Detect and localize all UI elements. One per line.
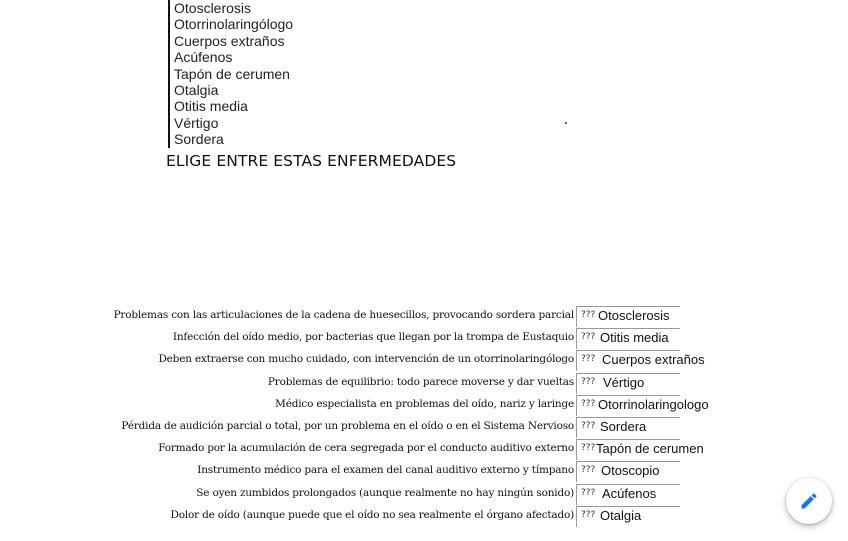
answer-prefix: ??? [581,332,596,343]
word-list-item: Acúfenos [174,49,233,66]
edit-fab-button[interactable] [786,478,832,524]
answer-value[interactable]: Vértigo [603,374,645,390]
exercise-row [0,328,848,350]
word-list-item: Cuerpos extraños [174,32,285,49]
answer-value[interactable]: Otorrinolaringologo [598,396,709,412]
answer-value[interactable]: Cuerpos extraños [602,352,705,368]
exercise-row [0,506,848,528]
exercise-row [0,350,848,372]
clue-text: Infección del oído medio, por bacterias que llegan por la trompa de Eustaquio [172,331,574,344]
answer-prefix: ??? [581,310,596,320]
exercise-row [0,417,848,439]
clue-text: Se oyen zumbidos prolongados (aunque realmente no hay ningún sonido) [196,486,574,499]
word-list-item: Tapón de cerumen [174,65,290,82]
pencil-icon [799,491,819,511]
matching-exercise [0,306,848,528]
answer-prefix: ??? [581,398,596,409]
cut-off-next-row [228,530,428,541]
word-list-item: Otitis media [174,98,248,115]
answer-value[interactable]: Acúfenos [602,485,657,501]
clue-text: Problemas de equilibrio: todo parece moverse y dar vueltas [267,375,574,388]
answer-prefix: ??? [581,509,596,520]
exercise-row [0,484,848,506]
clue-text: Instrumento médico para el examen del canal auditivo externo y tímpano [197,464,574,477]
exercise-row [0,306,848,328]
clue-text: Dolor de oído (aunque puede que el oído no sea realmente el órgano afectado) [170,508,574,521]
word-list-item: Sordera [174,131,224,148]
answer-prefix: ??? [581,376,596,387]
stray-dot [565,122,567,124]
exercise-row [0,461,848,483]
answer-prefix: ??? [581,465,596,476]
word-list-item: Vértigo [174,114,219,131]
answer-value[interactable]: Sordera [600,418,647,434]
page-heading: ELIGE ENTRE ESTAS ENFERMEDADES [166,152,457,170]
word-list-item: Otorrinolaringólogo [174,16,294,33]
clue-text: Formado por la acumulación de cera segregada por el conducto auditivo externo [158,442,574,455]
answer-value[interactable]: Otitis media [600,330,669,346]
answer-value[interactable]: Otoscopio [601,463,660,479]
answer-prefix: ??? [581,487,596,498]
clue-text: Pérdida de audición parcial o total, por un problema en el oído o en el Sistema Nervioso [121,419,574,432]
exercise-row [0,439,848,461]
word-list-item: Otosclerosis [174,0,252,16]
disease-word-list [168,0,318,148]
answer-prefix: ??? [581,420,596,431]
answer-value[interactable]: Otalgia [600,507,642,523]
answer-prefix: ??? [581,354,596,365]
answer-value[interactable]: Otosclerosis [598,308,670,323]
clue-text: Médico especialista en problemas del oído, nariz y laringe [275,397,574,410]
word-list-item: Otalgia [174,81,219,98]
clue-text: Problemas con las articulaciones de la cadena de huesecillos, provocando sordera parcial [113,309,574,321]
answer-prefix: ??? [581,443,596,454]
answer-value[interactable]: Tapón de cerumen [596,441,704,457]
exercise-row [0,373,848,395]
exercise-row [0,395,848,417]
clue-text: Deben extraerse con mucho cuidado, con intervención de un otorrinolaringólogo [158,353,574,366]
